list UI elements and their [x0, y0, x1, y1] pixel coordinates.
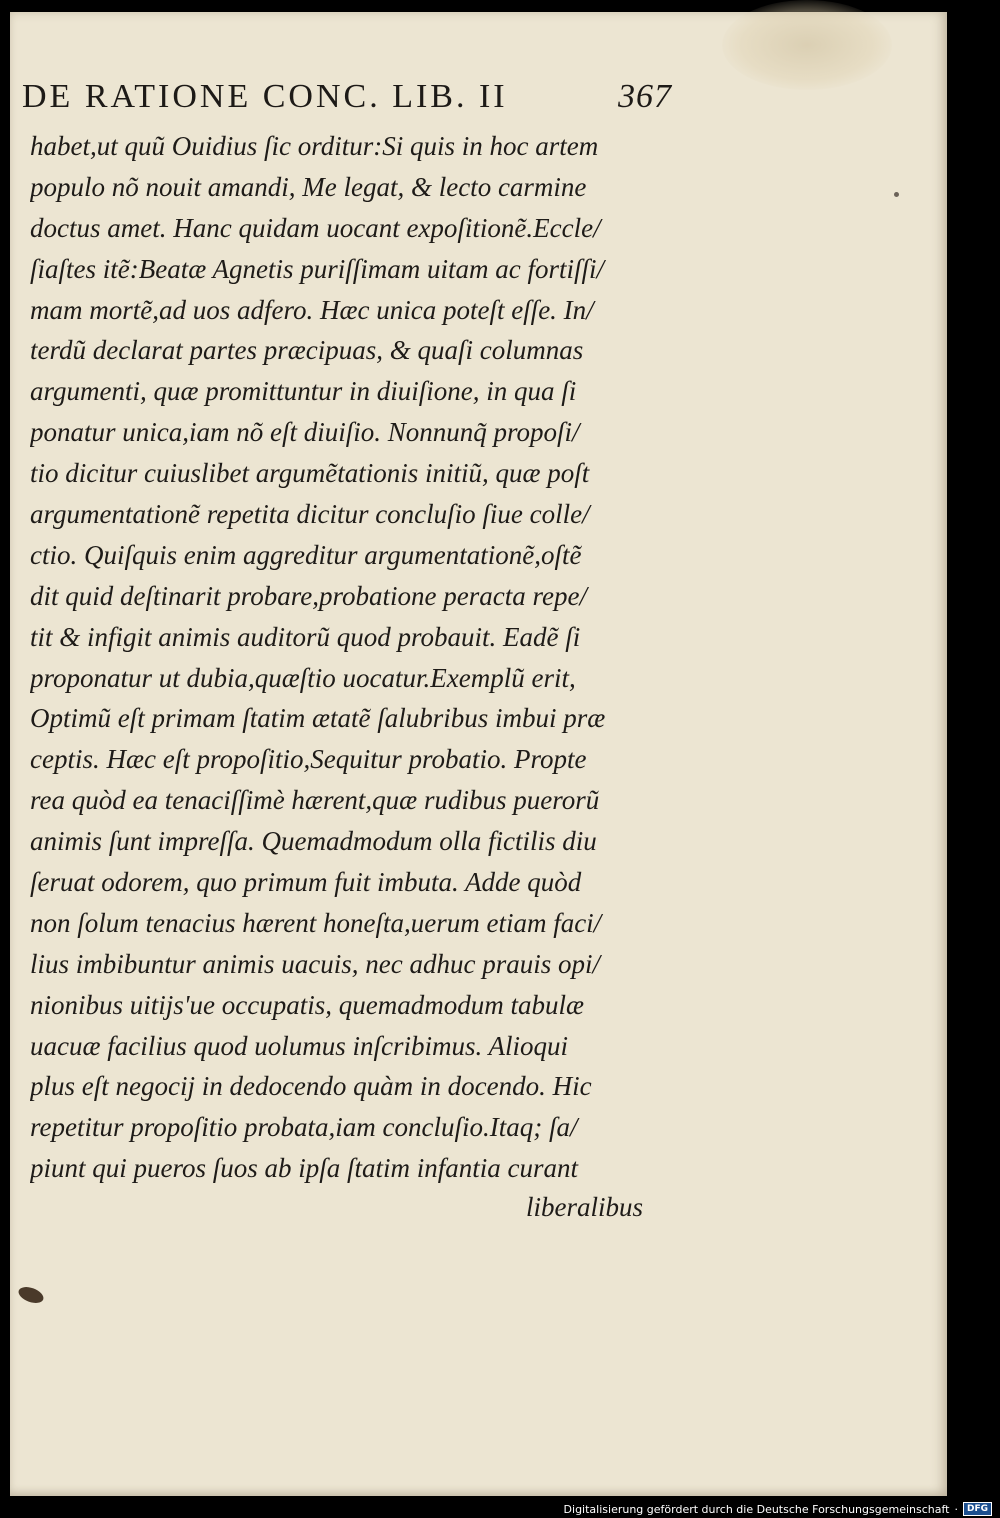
ink-blot [16, 1284, 45, 1306]
text-line: nionibus uitijs'ue occupatis, quemadmodum tabulæ [30, 989, 585, 1020]
text-line: ponatur unica,iam nõ eſt diuiſio. Nonnunq̃ propoſi/ [30, 417, 580, 448]
text-line: proponatur ut dubia,quæſtio uocatur.Exemplũ erit, [30, 662, 576, 693]
text-line: dit quid deſtinarit probare,probatione peracta repe/ [30, 580, 587, 611]
text-line: argumenti, quæ promittuntur in diuiſione, in qua ſi [30, 376, 577, 407]
text-line: argumentationẽ repetita dicitur concluſio ſiue colle/ [30, 499, 590, 530]
paper-speck [894, 192, 899, 197]
credit-separator: · [954, 1502, 958, 1516]
digitization-credit [564, 1500, 992, 1518]
page-header [22, 78, 672, 122]
credit-text: Digitalisierung gefördert durch die Deutsche Forschungsgemeinschaft [563, 1502, 950, 1516]
text-line: plus eſt negocij in dedocendo quàm in docendo. Hic [30, 1071, 592, 1102]
dfg-logo: DFG [963, 1502, 992, 1516]
text-line: tio dicitur cuiuslibet argumẽtationis initiũ, quæ poſt [30, 458, 590, 489]
page-number: 367 [618, 78, 672, 115]
text-line: mam mortẽ,ad uos adfero. Hæc unica poteſt eſſe. In/ [30, 294, 594, 325]
text-line: piunt qui pueros ſuos ab ipſa ſtatim infantia curant [30, 1153, 579, 1184]
text-line: terdũ declarat partes præcipuas, & quaſi columnas [30, 335, 584, 366]
text-line: lius imbibuntur animis uacuis, nec adhuc prauis opi/ [30, 948, 600, 979]
body-text [30, 126, 670, 1189]
text-line: doctus amet. Hanc quidam uocant expoſitionẽ.Eccle/ [30, 212, 601, 243]
text-line: uacuæ facilius quod uolumus inſcribimus. Alioqui [30, 1030, 569, 1061]
text-line: tit & infigit animis auditorũ quod probauit. Eadẽ ſi [30, 621, 581, 652]
text-line: Optimũ eſt primam ſtatim ætatẽ ſalubribus imbui præ [30, 703, 606, 734]
text-line: ctio. Quiſquis enim aggreditur argumentationẽ,oſtẽ [30, 539, 582, 570]
catchword: liberalibus [526, 1192, 644, 1222]
running-title: DE RATIONE CONC. LIB. II [22, 78, 508, 115]
text-line: rea quòd ea tenaciſſimè hærent,quæ rudibus puerorũ [30, 785, 600, 816]
text-line: ceptis. Hæc eſt propoſitio,Sequitur probatio. Propte [30, 744, 587, 775]
water-stain [722, 0, 892, 90]
text-line: ſiaſtes itẽ:Beatæ Agnetis puriſſimam uitam ac fortiſſi/ [30, 253, 604, 284]
text-line: non ſolum tenacius hærent honeſta,uerum etiam faci/ [30, 907, 602, 938]
text-line: animis ſunt impreſſa. Quemadmodum olla fictilis diu [30, 826, 597, 857]
text-line: ſeruat odorem, quo primum fuit imbuta. Adde quòd [30, 867, 582, 898]
text-line: populo nõ nouit amandi, Me legat, & lecto carmine [30, 171, 587, 202]
text-line: habet,ut quũ Ouidius ſic orditur:Si quis in hoc artem [30, 131, 599, 161]
text-line: repetitur propoſitio probata,iam concluſio.Itaq; ſa/ [30, 1112, 578, 1143]
